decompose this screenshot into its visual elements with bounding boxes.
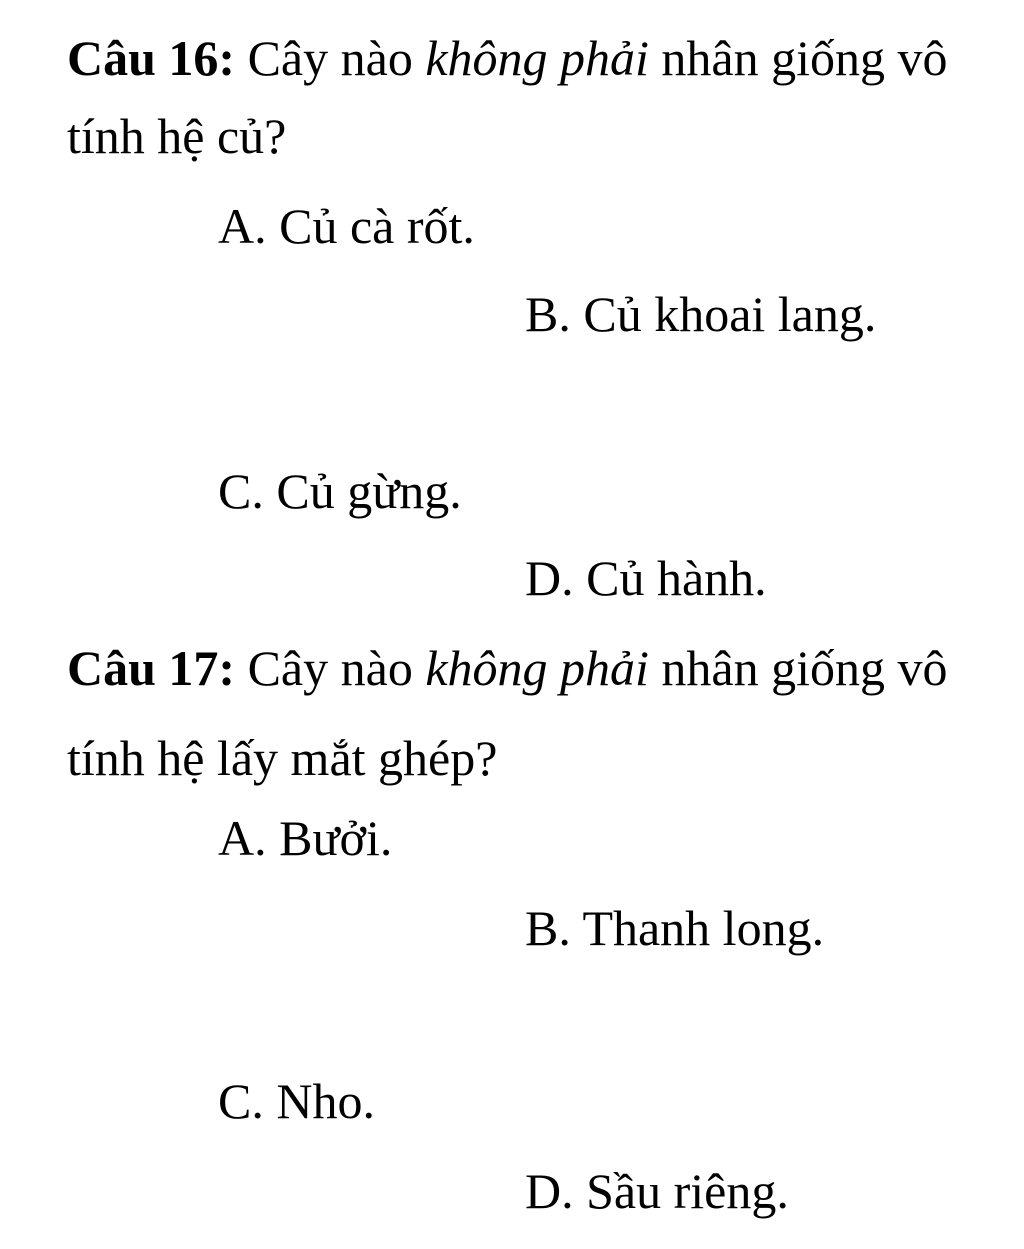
question-16-option-a: A. Củ cà rốt. [218, 198, 475, 254]
question-17-option-a: A. Bưởi. [218, 810, 393, 866]
question-17-stem-emphasis: không phải [425, 640, 649, 696]
question-16-option-b: B. Củ khoai lang. [525, 286, 877, 342]
question-16-stem-line-1 [67, 30, 948, 86]
question-16-option-c: C. Củ gừng. [218, 463, 462, 519]
question-16-stem-emphasis: không phải [425, 30, 649, 86]
question-17-stem-post: nhân giống vô [648, 640, 948, 696]
question-16-stem-post: nhân giống vô [648, 30, 948, 86]
question-17-stem-line-2: tính hệ lấy mắt ghép? [67, 730, 498, 786]
question-17-option-b: B. Thanh long. [525, 900, 825, 956]
question-16-number: Câu 16: [67, 30, 236, 86]
question-17-option-c: C. Nho. [218, 1073, 375, 1129]
question-17-number: Câu 17: [67, 640, 236, 696]
question-16-option-d: D. Củ hành. [525, 550, 767, 606]
question-17-stem-line-1 [67, 640, 948, 696]
question-16-stem-pre: Cây nào [235, 30, 426, 86]
question-17-stem-pre: Cây nào [235, 640, 426, 696]
question-17-option-d: D. Sầu riêng. [525, 1163, 789, 1219]
question-16-stem-line-2: tính hệ củ? [67, 108, 287, 164]
